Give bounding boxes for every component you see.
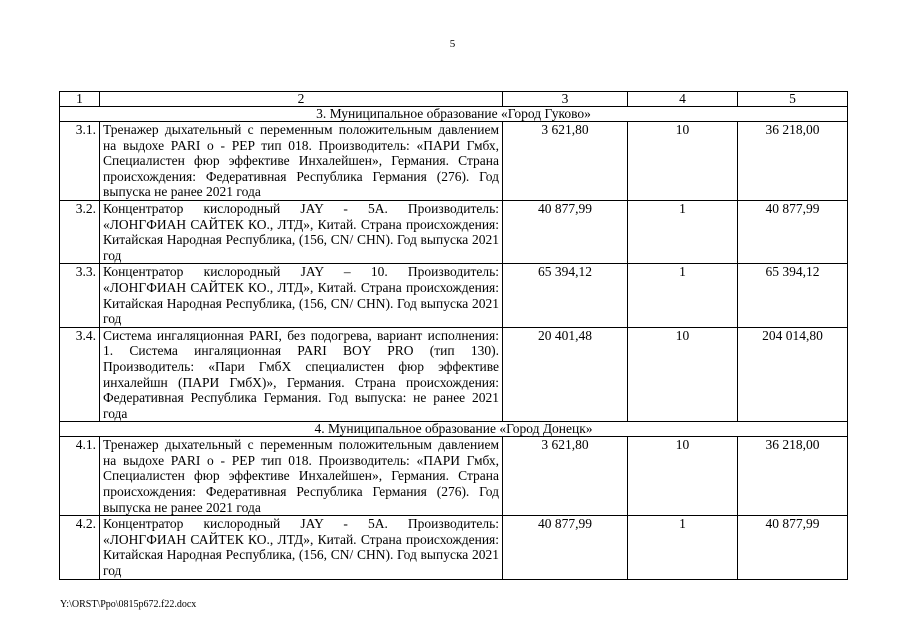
row-total: 65 394,12: [738, 264, 848, 327]
row-description: Концентратор кислородный JAY - 5A. Производитель: «ЛОНГФИАН САЙТЕК КО., ЛТД», Китай. Страна происхождения: Китайская Народная Республика, (156, CN/ CHN). Год выпуска 2021 год: [100, 200, 503, 263]
footer-file-path: Y:\ORST\Ppo\0815p672.f22.docx: [60, 599, 197, 610]
page-number: 5: [449, 38, 456, 50]
row-number: 4.2.: [60, 516, 100, 579]
header-cell: 2: [100, 92, 503, 107]
row-number: 3.4.: [60, 327, 100, 422]
table-row: [60, 327, 848, 422]
row-number: 3.2.: [60, 200, 100, 263]
header-cell: 1: [60, 92, 100, 107]
row-quantity: 1: [628, 516, 738, 579]
header-cell: 3: [503, 92, 628, 107]
table-row: [60, 122, 848, 201]
header-cell: 4: [628, 92, 738, 107]
row-price: 3 621,80: [503, 122, 628, 201]
row-total: 204 014,80: [738, 327, 848, 422]
header-row: [60, 92, 848, 107]
table-row: [60, 437, 848, 516]
header-cell: 5: [738, 92, 848, 107]
row-description: Тренажер дыхательный с переменным положительным давлением на выдохе PARI o - PEP тип 018. Производитель: «ПАРИ Гмбх, Специалистен фюр эффективе Инхалейшен», Германия. Страна происхождения: Федеративная Республика Германия (276). Год выпуска не ранее 2021 года: [100, 437, 503, 516]
row-description: Концентратор кислородный JAY - 5A. Производитель: «ЛОНГФИАН САЙТЕК КО., ЛТД», Китай. Страна происхождения: Китайская Народная Республика, (156, CN/ CHN). Год выпуска 2021 год: [100, 516, 503, 579]
section-title: 3. Муниципальное образование «Город Гуково»: [60, 107, 848, 122]
row-number: 3.1.: [60, 122, 100, 201]
row-description: Концентратор кислородный JAY – 10. Производитель: «ЛОНГФИАН САЙТЕК КО., ЛТД», Китай. Страна происхождения: Китайская Народная Республика, (156, CN/ CHN). Год выпуска 2021 год: [100, 264, 503, 327]
row-total: 36 218,00: [738, 122, 848, 201]
table-row: [60, 516, 848, 579]
row-number: 3.3.: [60, 264, 100, 327]
row-price: 40 877,99: [503, 516, 628, 579]
row-description: Тренажер дыхательный с переменным положительным давлением на выдохе PARI o - PEP тип 018. Производитель: «ПАРИ Гмбх, Специалистен фюр эффективе Инхалейшен», Германия. Страна происхождения: Федеративная Республика Германия (276). Год выпуска не ранее 2021 года: [100, 122, 503, 201]
row-quantity: 10: [628, 122, 738, 201]
row-number: 4.1.: [60, 437, 100, 516]
row-price: 20 401,48: [503, 327, 628, 422]
items-table: [59, 91, 848, 580]
row-total: 40 877,99: [738, 516, 848, 579]
row-price: 40 877,99: [503, 200, 628, 263]
row-quantity: 1: [628, 200, 738, 263]
row-quantity: 1: [628, 264, 738, 327]
section-row: [60, 107, 848, 122]
table-row: [60, 200, 848, 263]
row-quantity: 10: [628, 327, 738, 422]
row-description: Система ингаляционная PARI, без подогрева, вариант исполнения: 1. Система ингаляционная PARI BOY PRO (тип 130). Производитель: «Пари ГмбХ специалистен фюр эффективе инхалейшн (ПАРИ ГмбХ)», Германия. Страна происхождения: Федеративная Республика Германия. Год выпуска: не ранее 2021 года: [100, 327, 503, 422]
row-total: 36 218,00: [738, 437, 848, 516]
section-title: 4. Муниципальное образование «Город Донецк»: [60, 422, 848, 437]
section-row: [60, 422, 848, 437]
table-row: [60, 264, 848, 327]
row-quantity: 10: [628, 437, 738, 516]
row-price: 3 621,80: [503, 437, 628, 516]
row-total: 40 877,99: [738, 200, 848, 263]
row-price: 65 394,12: [503, 264, 628, 327]
